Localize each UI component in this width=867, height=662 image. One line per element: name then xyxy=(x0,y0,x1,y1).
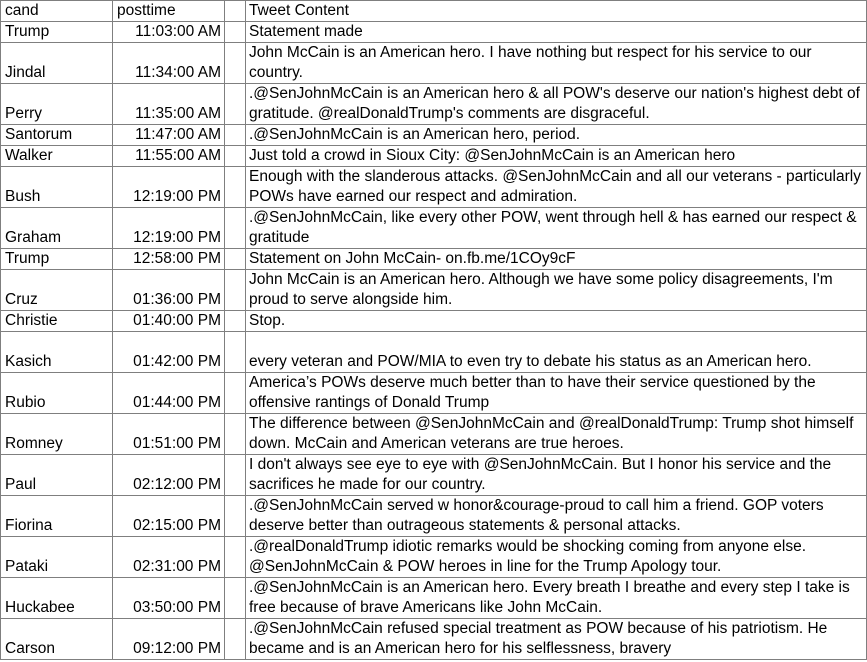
tweet-cell[interactable]: Enough with the slanderous attacks. @SenJohnMcCain and all our veterans - particularly POWs have earned our respect and admiration. xyxy=(246,167,867,208)
table-row xyxy=(1,249,867,270)
header-posttime[interactable]: posttime xyxy=(113,1,225,22)
posttime-cell[interactable]: 11:35:00 AM xyxy=(113,84,225,125)
posttime-cell[interactable]: 11:03:00 AM xyxy=(113,22,225,43)
empty-cell[interactable] xyxy=(225,537,246,578)
table-row xyxy=(1,22,867,43)
posttime-cell[interactable]: 11:55:00 AM xyxy=(113,146,225,167)
cand-cell[interactable]: Santorum xyxy=(1,125,113,146)
cand-cell[interactable]: Huckabee xyxy=(1,578,113,619)
cand-cell[interactable]: Perry xyxy=(1,84,113,125)
posttime-cell[interactable]: 02:12:00 PM xyxy=(113,455,225,496)
table-row xyxy=(1,578,867,619)
empty-cell[interactable] xyxy=(225,84,246,125)
cand-cell[interactable]: Graham xyxy=(1,208,113,249)
cand-cell[interactable]: Rubio xyxy=(1,373,113,414)
tweet-cell[interactable]: .@SenJohnMcCain is an American hero. Every breath I breathe and every step I take is free because of brave Americans like John McCain. xyxy=(246,578,867,619)
tweet-cell[interactable]: The difference between @SenJohnMcCain and @realDonaldTrump: Trump shot himself down. McCain and American veterans are true heroes. xyxy=(246,414,867,455)
tweet-cell[interactable]: .@SenJohnMcCain is an American hero, period. xyxy=(246,125,867,146)
tweet-cell[interactable]: Stop. xyxy=(246,311,867,332)
cand-cell[interactable]: Walker xyxy=(1,146,113,167)
table-row xyxy=(1,496,867,537)
tweet-cell[interactable]: America’s POWs deserve much better than to have their service questioned by the offensive rantings of Donald Trump xyxy=(246,373,867,414)
empty-cell[interactable] xyxy=(225,270,246,311)
empty-cell[interactable] xyxy=(225,414,246,455)
tweet-cell[interactable]: .@realDonaldTrump idiotic remarks would be shocking coming from anyone else. @SenJohnMcCain & POW heroes in line for the Trump Apology tour. xyxy=(246,537,867,578)
tweet-cell[interactable]: .@SenJohnMcCain served w honor&courage-proud to call him a friend. GOP voters deserve better than outrageous statements & personal attacks. xyxy=(246,496,867,537)
cand-cell[interactable]: Cruz xyxy=(1,270,113,311)
tweet-cell[interactable]: John McCain is an American hero. Although we have some policy disagreements, I'm proud to serve alongside him. xyxy=(246,270,867,311)
header-tweet-content[interactable]: Tweet Content xyxy=(246,1,867,22)
posttime-cell[interactable]: 11:47:00 AM xyxy=(113,125,225,146)
table-row xyxy=(1,455,867,496)
empty-cell[interactable] xyxy=(225,146,246,167)
tweet-cell[interactable]: Just told a crowd in Sioux City: @SenJohnMcCain is an American hero xyxy=(246,146,867,167)
table-row xyxy=(1,84,867,125)
tweet-cell[interactable]: .@SenJohnMcCain refused special treatment as POW because of his patriotism. He became and is an American hero for his selflessness, bravery xyxy=(246,619,867,660)
table-row xyxy=(1,43,867,84)
cand-cell[interactable]: Kasich xyxy=(1,332,113,373)
posttime-cell[interactable]: 12:19:00 PM xyxy=(113,167,225,208)
table-row xyxy=(1,125,867,146)
header-cand[interactable]: cand xyxy=(1,1,113,22)
empty-cell[interactable] xyxy=(225,249,246,270)
table-row xyxy=(1,619,867,660)
empty-cell[interactable] xyxy=(225,22,246,43)
cand-cell[interactable]: Carson xyxy=(1,619,113,660)
tweet-cell[interactable]: .@SenJohnMcCain, like every other POW, went through hell & has earned our respect & gratitude xyxy=(246,208,867,249)
posttime-cell[interactable]: 12:19:00 PM xyxy=(113,208,225,249)
cand-cell[interactable]: Paul xyxy=(1,455,113,496)
empty-cell[interactable] xyxy=(225,455,246,496)
empty-cell[interactable] xyxy=(225,167,246,208)
posttime-cell[interactable]: 12:58:00 PM xyxy=(113,249,225,270)
table-row xyxy=(1,311,867,332)
table-row xyxy=(1,414,867,455)
tweet-cell[interactable]: every veteran and POW/MIA to even try to debate his status as an American hero. xyxy=(246,332,867,373)
posttime-cell[interactable]: 01:36:00 PM xyxy=(113,270,225,311)
posttime-cell[interactable]: 01:42:00 PM xyxy=(113,332,225,373)
empty-cell[interactable] xyxy=(225,311,246,332)
cand-cell[interactable]: Trump xyxy=(1,22,113,43)
cand-cell[interactable]: Trump xyxy=(1,249,113,270)
cand-cell[interactable]: Bush xyxy=(1,167,113,208)
posttime-cell[interactable]: 02:15:00 PM xyxy=(113,496,225,537)
empty-cell[interactable] xyxy=(225,43,246,84)
empty-cell[interactable] xyxy=(225,332,246,373)
cand-cell[interactable]: Jindal xyxy=(1,43,113,84)
cand-cell[interactable]: Pataki xyxy=(1,537,113,578)
empty-cell[interactable] xyxy=(225,578,246,619)
empty-cell[interactable] xyxy=(225,496,246,537)
table-row xyxy=(1,270,867,311)
empty-cell[interactable] xyxy=(225,619,246,660)
table-row xyxy=(1,332,867,373)
cand-cell[interactable]: Christie xyxy=(1,311,113,332)
table-row xyxy=(1,373,867,414)
posttime-cell[interactable]: 01:40:00 PM xyxy=(113,311,225,332)
posttime-cell[interactable]: 01:44:00 PM xyxy=(113,373,225,414)
table-row xyxy=(1,537,867,578)
table-row xyxy=(1,146,867,167)
header-row xyxy=(1,1,867,22)
table-row xyxy=(1,167,867,208)
tweet-cell[interactable]: .@SenJohnMcCain is an American hero & all POW's deserve our nation's highest debt of gratitude. @realDonaldTrump's comments are disgraceful. xyxy=(246,84,867,125)
tweet-cell[interactable]: John McCain is an American hero. I have nothing but respect for his service to our country. xyxy=(246,43,867,84)
empty-cell[interactable] xyxy=(225,208,246,249)
posttime-cell[interactable]: 11:34:00 AM xyxy=(113,43,225,84)
posttime-cell[interactable]: 02:31:00 PM xyxy=(113,537,225,578)
posttime-cell[interactable]: 01:51:00 PM xyxy=(113,414,225,455)
posttime-cell[interactable]: 03:50:00 PM xyxy=(113,578,225,619)
empty-cell[interactable] xyxy=(225,373,246,414)
tweet-cell[interactable]: Statement on John McCain- on.fb.me/1COy9cF xyxy=(246,249,867,270)
cand-cell[interactable]: Fiorina xyxy=(1,496,113,537)
cand-cell[interactable]: Romney xyxy=(1,414,113,455)
tweet-cell[interactable]: Statement made xyxy=(246,22,867,43)
empty-cell[interactable] xyxy=(225,1,246,22)
table-row xyxy=(1,208,867,249)
posttime-cell[interactable]: 09:12:00 PM xyxy=(113,619,225,660)
tweet-cell[interactable]: I don't always see eye to eye with @SenJohnMcCain. But I honor his service and the sacrifices he made for our country. xyxy=(246,455,867,496)
empty-cell[interactable] xyxy=(225,125,246,146)
